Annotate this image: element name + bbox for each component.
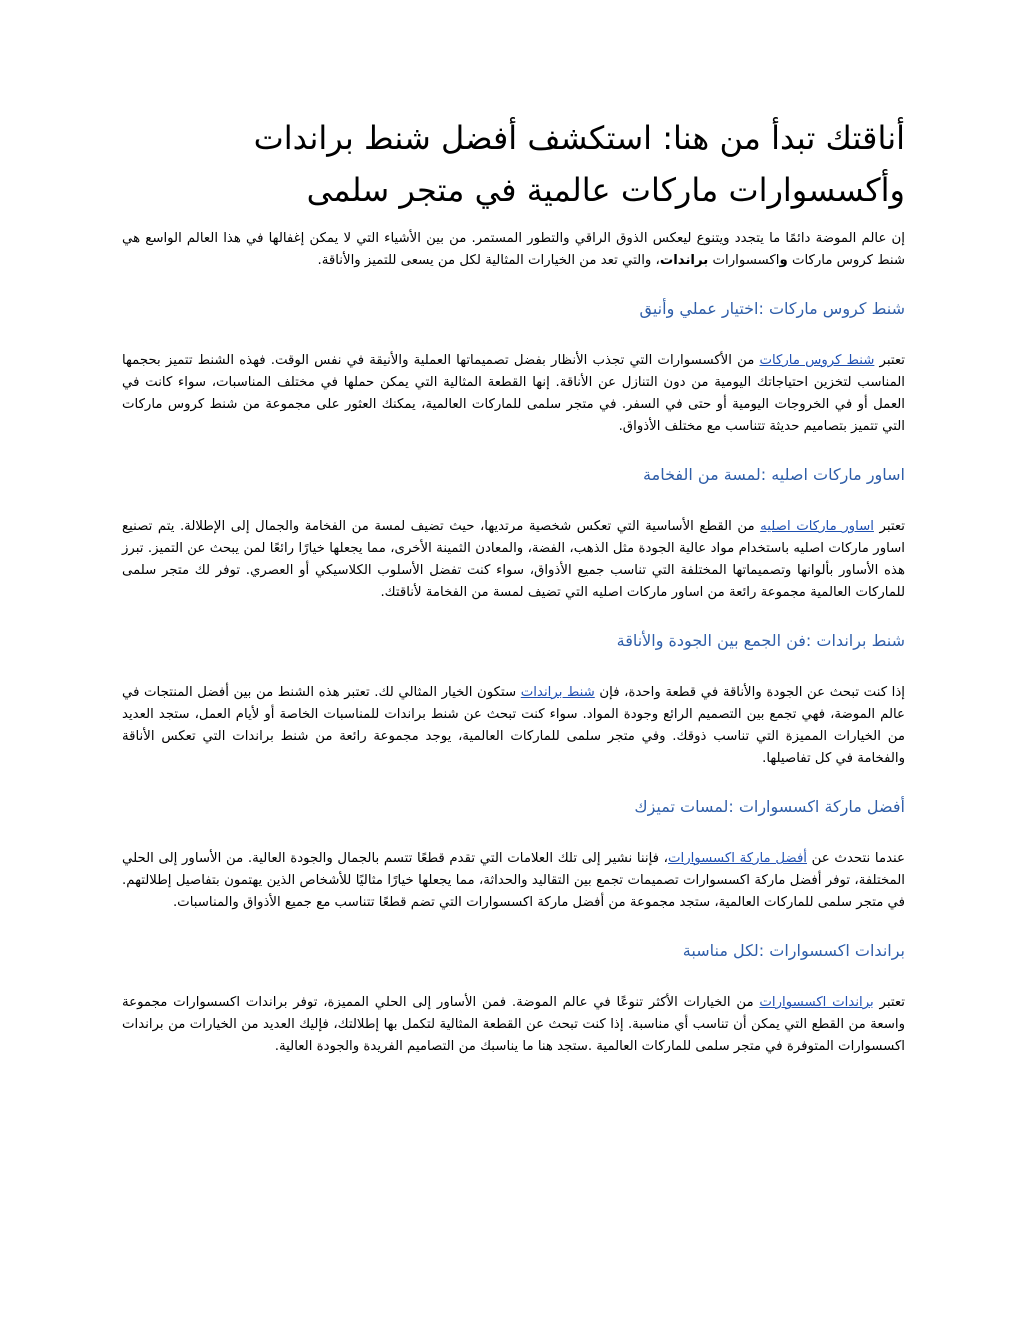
section-text-before: تعتبر [874, 353, 905, 368]
accessory-brands-link[interactable]: براندات اكسسوارات [759, 995, 874, 1010]
section-heading: اساور ماركات اصليه :لمسة من الفخامة [643, 465, 905, 484]
section-cross-bags [122, 298, 905, 438]
intro-text-3: ، والتي تعد من الخيارات المثالية لكل من يسعى للتميز والأناقة. [317, 253, 660, 268]
intro-text-1: إن عالم الموضة دائمًا ما يتجدد ويتنوع ليعكس الذوق الراقي والتطور المستمر. من بين الأشياء التي لا يمكن إغفالها في هذا العالم الواسع هي شنط كروس ماركات [122, 231, 905, 268]
section-heading: أفضل ماركة اكسسوارات :لمسات تميزك [634, 797, 905, 816]
section-heading: شنط كروس ماركات :اختيار عملي وأنيق [639, 299, 905, 318]
section-accessory-brands [122, 940, 905, 1058]
section-paragraph [122, 992, 905, 1058]
intro-paragraph [122, 228, 905, 272]
section-paragraph [122, 682, 905, 770]
section-text-after: من القطع الأساسية التي تعكس شخصية مرتديها، حيث تضيف لمسة من الفخامة والجمال إلى الإطلالة. يتم تصنيع اساور ماركات اصليه باستخدام مواد عالية الجودة مثل الذهب، الفضة، والمعادن الثمينة الأخرى، مما يجعلها خيارًا رائعًا لمن يبحث عن التميز. تبرز هذه الأساور بألوانها وتصميماتها المختلفة التي تناسب جميع الأذواق، سواء كنت تفضل الأسلوب الكلاسيكي أو العصري. توفر لك متجر سلمى للماركات العالمية مجموعة رائعة من اساور ماركات اصليه التي تضيف لمسة من الفخامة لأناقتك. [122, 519, 905, 600]
section-paragraph [122, 848, 905, 914]
bracelets-link[interactable]: اساور ماركات اصليه [760, 519, 874, 534]
section-text-after: من الخيارات الأكثر تنوعًا في عالم الموضة. فمن الأساور إلى الحلي المميزة، توفر براندات اكسسوارات مجموعة واسعة من القطع التي يمكن أن تناسب أي مناسبة. إذا كنت تبحث عن القطعة المثالية لتكمل بها إطلالتك، فإليك العديد من الخيارات من براندات اكسسوارات المتوفرة في متجر سلمى للماركات العالمية .ستجد هنا ما يناسبك من التصاميم الفريدة والجودة العالية. [122, 995, 905, 1054]
intro-bold-2: براندات [659, 253, 709, 268]
section-heading: براندات اكسسوارات :لكل مناسبة [682, 941, 905, 960]
section-paragraph [122, 350, 905, 438]
section-text-after: ، فإننا نشير إلى تلك العلامات التي تقدم قطعًا تتسم بالجمال والجودة العالية. من الأساور إلى الحلي المختلفة، توفر أفضل ماركة اكسسوارات تصميمات تجمع بين التقاليد والحداثة، مما يجعلها خيارًا مثاليًا للأشخاص الذين يهتمون بتفاصيل إطلالتهم. في متجر سلمى للماركات العالمية، ستجد مجموعة من أفضل ماركة اكسسوارات التي تضم قطعًا تتناسب مع جميع الأذواق والمناسبات. [122, 851, 905, 910]
section-text-before: تعتبر [873, 519, 905, 534]
section-text-after: ستكون الخيار المثالي لك. تعتبر هذه الشنط من بين أفضل المنتجات في عالم الموضة، فهي تجمع بين التصميم الرائع وجودة المواد. سواء كنت تبحث عن شنط براندات للمناسبات الخاصة أو لأيام العمل، ستجد العديد من الخيارات المميزة التي تناسب ذوقك. وفي متجر سلمى للماركات العالمية، يوجد مجموعة رائعة من شنط براندات التي تعكس الأناقة والفخامة في كل تفاصيلها. [122, 685, 905, 766]
section-text-before: عندما نتحدث عن [807, 851, 905, 866]
section-text-before: تعتبر [873, 995, 905, 1010]
document-page [122, 112, 905, 1084]
intro-text-2: اكسسوارات [708, 253, 780, 268]
section-brand-bags [122, 630, 905, 770]
section-heading: شنط براندات :فن الجمع بين الجودة والأناقة [616, 631, 905, 650]
intro-bold-1: و [779, 253, 788, 268]
section-paragraph [122, 516, 905, 604]
section-best-accessories [122, 796, 905, 914]
best-accessories-link[interactable]: أفضل ماركة اكسسوارات [667, 851, 807, 866]
page-title: أناقتك تبدأ من هنا: استكشف أفضل شنط براندات وأكسسوارات ماركات عالمية في متجر سلمى [253, 119, 905, 209]
section-text-after: من الأكسسوارات التي تجذب الأنظار بفضل تصميماتها العملية والأنيقة في نفس الوقت. فهذه الشنط تتميز بحجمها المناسب لتخزين احتياجاتك اليومية من دون التنازل عن الأناقة. إنها القطعة المثالية التي يمكن حملها في مختلف المناسبات، سواء كانت في العمل أو في الخروجات اليومية أو حتى في السفر. في متجر سلمى للماركات العالمية، يمكنك العثور على مجموعة من شنط كروس ماركات التي تتميز بتصاميم حديثة تتناسب مع مختلف الأذواق. [122, 353, 905, 434]
brand-bags-link[interactable]: شنط براندات [520, 685, 595, 700]
cross-bags-link[interactable]: شنط كروس ماركات [759, 353, 875, 368]
section-text-before: إذا كنت تبحث عن الجودة والأناقة في قطعة واحدة، فإن [594, 685, 905, 700]
section-bracelets [122, 464, 905, 604]
